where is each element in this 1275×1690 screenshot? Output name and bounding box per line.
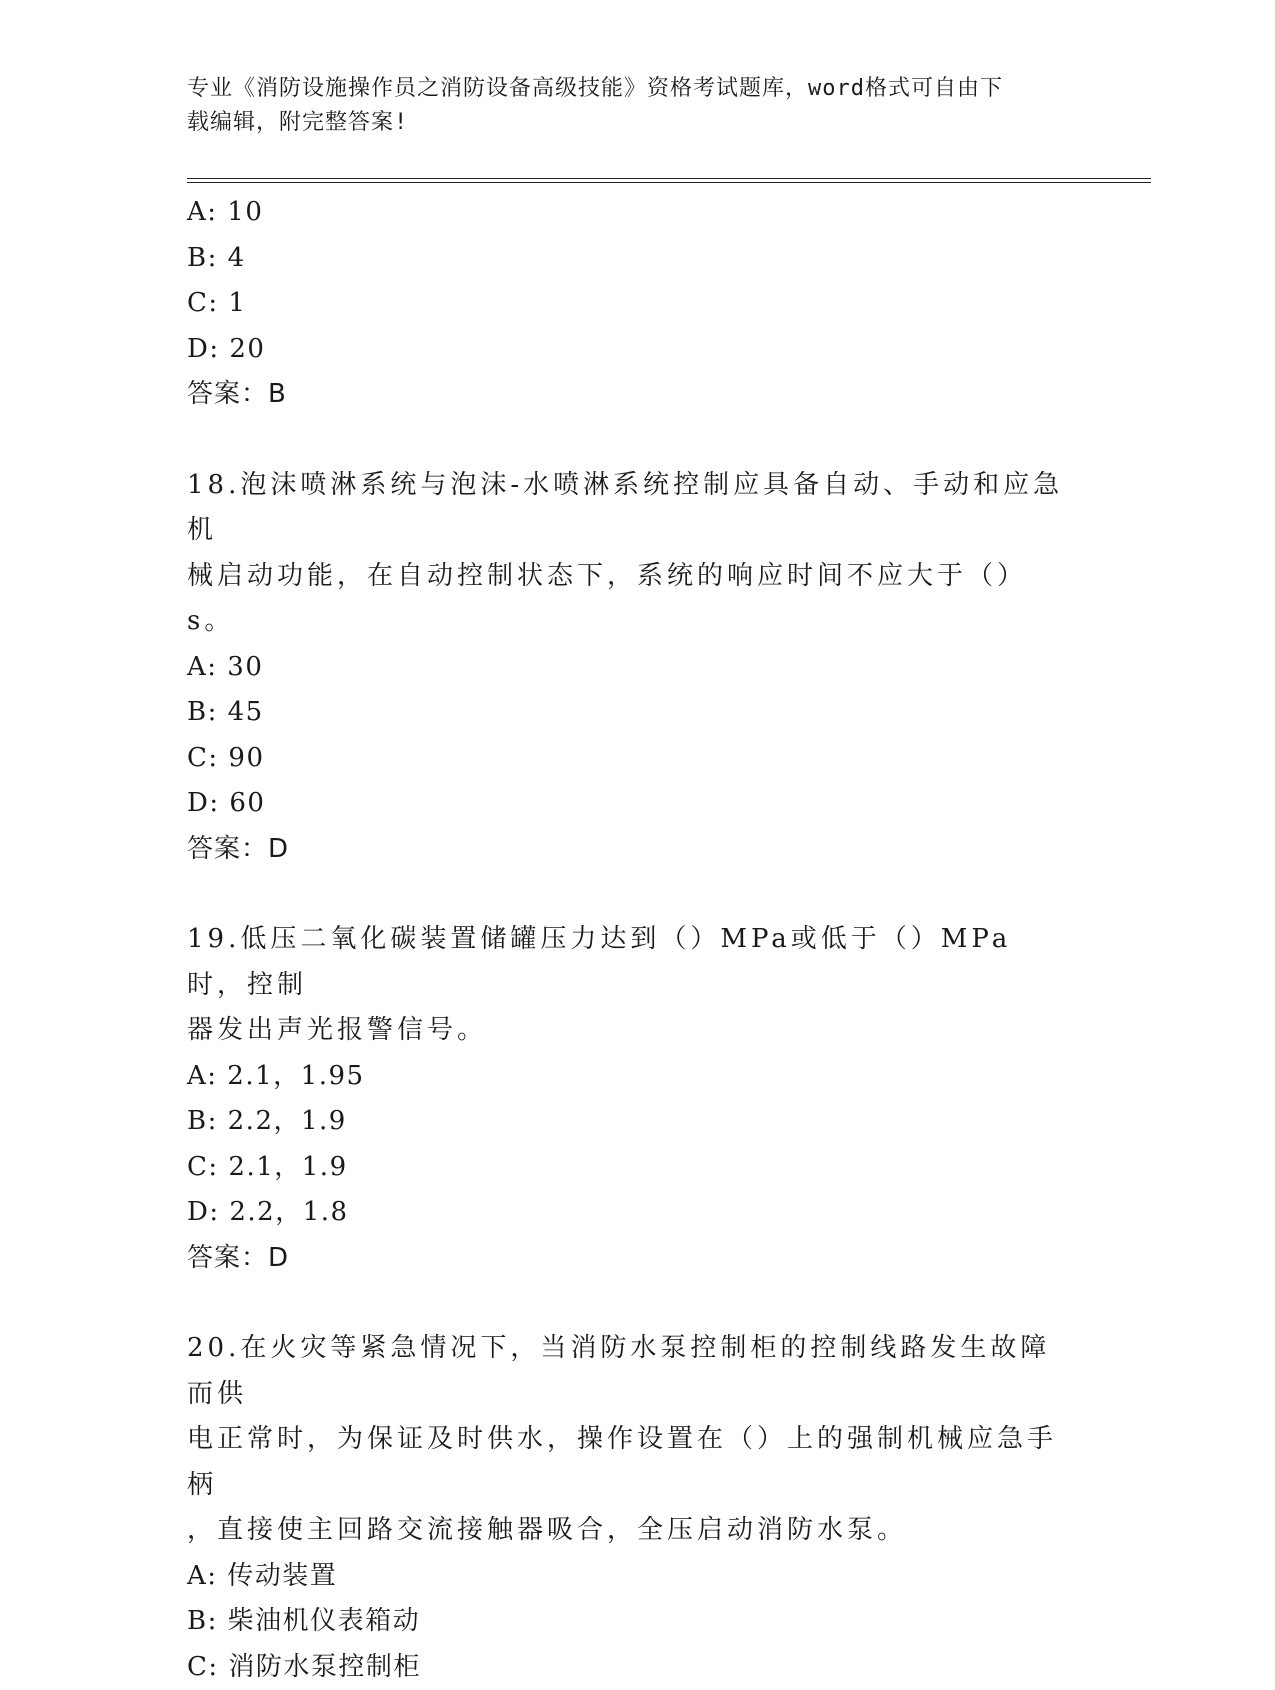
header-divider-bottom	[187, 182, 1151, 183]
option-c: C: 2.1，1.9	[187, 1145, 1087, 1191]
header-line-2: 载编辑，附完整答案!	[187, 106, 1067, 140]
question-text	[187, 463, 1067, 645]
option-c: C: 消防水泵控制柜	[187, 1645, 1087, 1690]
option-d: D: 60	[187, 781, 1087, 827]
option-b: B: 45	[187, 690, 1087, 736]
option-b: B: 4	[187, 236, 1087, 282]
question-text	[187, 917, 1067, 1054]
question-text-line: 19.低压二氧化碳装置储罐压力达到（）MPa或低于（）MPa时，控制	[187, 917, 1067, 1008]
header-line-1: 专业《消防设施操作员之消防设备高级技能》资格考试题库，word格式可自由下	[187, 72, 1067, 106]
question-text-line: 电正常时，为保证及时供水，操作设置在（）上的强制机械应急手柄	[187, 1417, 1067, 1508]
page-header	[187, 72, 1067, 140]
option-d: D: 20	[187, 327, 1087, 373]
answer-line: 答案：B	[187, 372, 1087, 418]
previous-question-options	[187, 190, 1087, 418]
answer-line: 答案：D	[187, 827, 1087, 873]
option-a: A: 30	[187, 645, 1087, 691]
question-content	[187, 190, 1087, 1690]
option-c: C: 1	[187, 281, 1087, 327]
option-d: D: 2.2，1.8	[187, 1190, 1087, 1236]
question-18	[187, 463, 1087, 873]
option-a: A: 传动装置	[187, 1554, 1087, 1600]
question-text-line: 20.在火灾等紧急情况下，当消防水泵控制柜的控制线路发生故障而供	[187, 1326, 1067, 1417]
option-a: A: 10	[187, 190, 1087, 236]
answer-line: 答案：D	[187, 1236, 1087, 1282]
option-c: C: 90	[187, 736, 1087, 782]
question-text	[187, 1326, 1067, 1554]
option-b: B: 柴油机仪表箱动	[187, 1599, 1087, 1645]
question-20	[187, 1326, 1087, 1690]
header-divider-top	[187, 178, 1151, 179]
option-b: B: 2.2，1.9	[187, 1099, 1087, 1145]
question-text-line: 械启动功能，在自动控制状态下，系统的响应时间不应大于（）s。	[187, 554, 1067, 645]
question-text-line: 器发出声光报警信号。	[187, 1008, 1067, 1054]
question-19	[187, 917, 1087, 1281]
question-text-line: 18.泡沫喷淋系统与泡沫-水喷淋系统控制应具备自动、手动和应急机	[187, 463, 1067, 554]
question-text-line: ，直接使主回路交流接触器吸合，全压启动消防水泵。	[187, 1508, 1067, 1554]
option-a: A: 2.1，1.95	[187, 1054, 1087, 1100]
